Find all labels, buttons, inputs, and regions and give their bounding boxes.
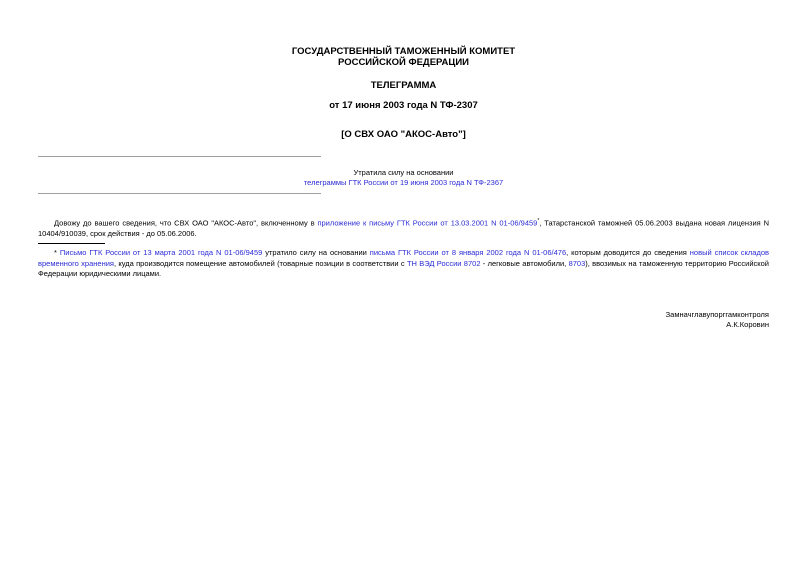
organization-line-2: РОССИЙСКОЙ ФЕДЕРАЦИИ <box>337 57 469 68</box>
status-link[interactable]: телеграммы ГТК России от 19 июня 2003 года N ТФ-2367 <box>303 178 504 187</box>
footnote-text-1: утратило силу на основании <box>262 248 370 257</box>
document-title: [О СВХ ОАО "АКОС-Авто"] <box>341 129 466 140</box>
status-rule-top <box>38 156 321 157</box>
organization-line-1: ГОСУДАРСТВЕННЫЙ ТАМОЖЕННЫЙ КОМИТЕТ <box>291 46 516 57</box>
body-text-start: Довожу до вашего сведения, что СВХ ОАО "АКОС-Авто", включенному в <box>54 218 318 228</box>
footnote-link-warehouse-list[interactable]: новый список складов временного хранения <box>38 248 769 268</box>
status-block <box>0 168 807 188</box>
status-rule-bottom <box>38 193 321 194</box>
body-paragraph <box>38 216 769 240</box>
footnote-reference: * <box>537 218 540 224</box>
document-date: от 17 июня 2003 года N ТФ-2307 <box>329 100 478 111</box>
signature-position: Замначглавупорггамконтроля <box>665 310 769 319</box>
footnote-link-letter-2002[interactable]: письма ГТК России от 8 января 2002 года N 01-06/476 <box>369 248 567 257</box>
footnote-text-3: , куда производится помещение автомобилей (товарные позиции в соответствии с <box>113 258 407 268</box>
organization-name <box>0 46 807 68</box>
document-type: ТЕЛЕГРАММА <box>370 80 437 91</box>
footnote-separator <box>38 243 105 244</box>
status-text: Утратила силу на основании <box>353 168 454 177</box>
footnote-link-8703[interactable]: 8703 <box>568 258 586 268</box>
footnote-text-4: - легковые автомобили, <box>480 258 569 268</box>
footnote-text-2: , которым доводится до сведения <box>566 248 690 257</box>
footnote-paragraph <box>38 248 769 280</box>
footnote-link-letter-2001[interactable]: Письмо ГТК России от 13 марта 2001 года N 01-06/9459 <box>59 248 263 257</box>
footnote-text-5: ), ввозимых на таможенную территорию Российской Федерации юридическими лицами. <box>38 258 769 278</box>
body-text-end: , Татарстанской таможней 05.06.2003 выдана новая лицензия N 10404/910039, срок действия - до 05.06.2006. <box>38 218 770 238</box>
footnote-link-tnved-8702[interactable]: ТН ВЭД России 8702 <box>406 258 481 268</box>
signature-block <box>666 310 769 330</box>
attachment-link[interactable]: приложение к письму ГТК России от 13.03.2001 N 01-06/9459 <box>317 218 538 228</box>
signature-name: А.К.Коровин <box>726 320 769 329</box>
footnote-marker: * <box>54 248 60 257</box>
